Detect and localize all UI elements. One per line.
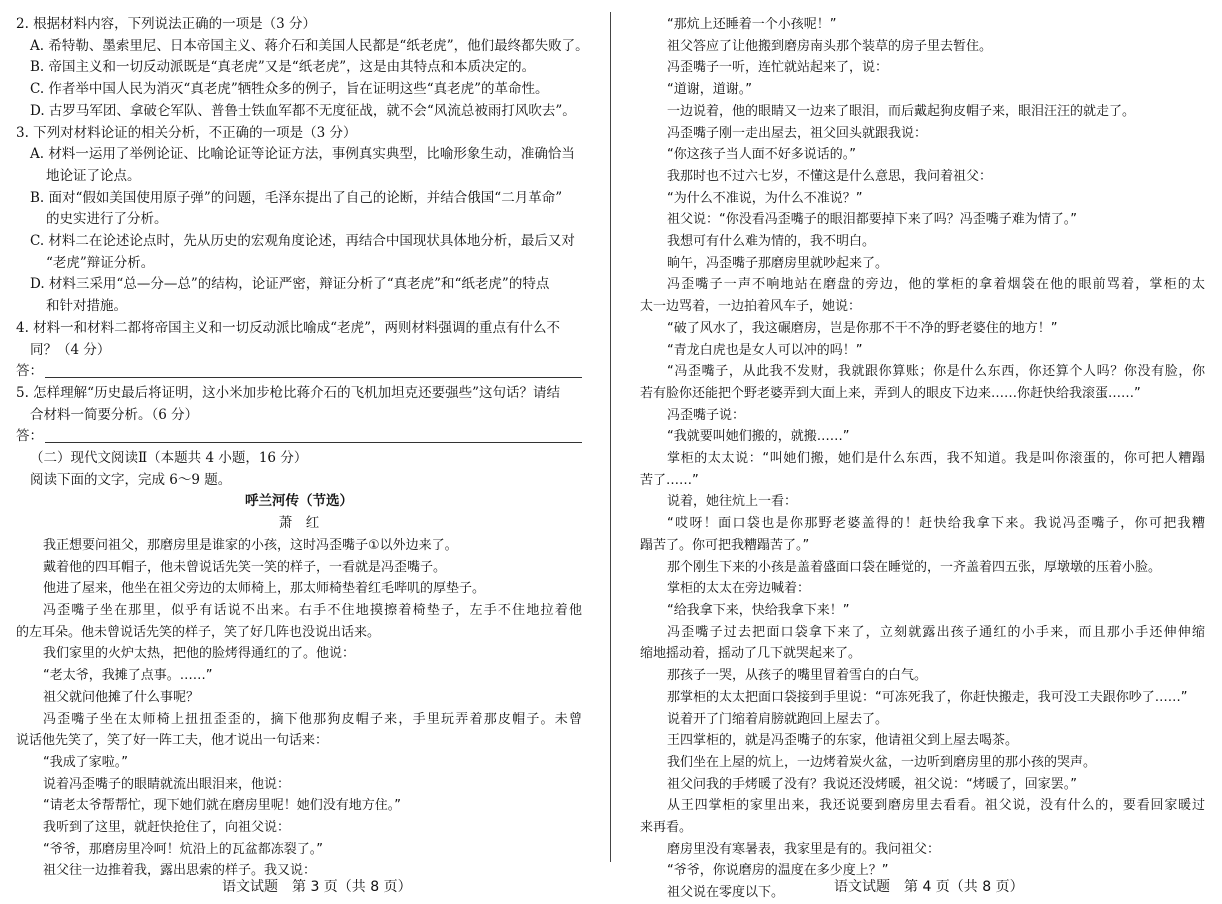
passage-paragraph: 冯歪嘴子说： [667, 407, 746, 423]
passage-paragraph: 冯歪嘴子一声不响地站在磨盘的旁边，他的掌柜的拿着烟袋在他的眼前骂着，掌柜的太 [667, 277, 1205, 293]
passage-paragraph: 我听到了这里，就赶快抢住了，向祖父说： [43, 820, 291, 836]
passage-paragraph: “给我拿下来，快给我拿下来！” [667, 602, 850, 618]
passage-paragraph: 冯歪嘴子坐在那里，似乎有话说不出来。右手不住地摸擦着椅垫子，左手不住地拉着他 [43, 602, 582, 618]
answer-rule [45, 442, 582, 443]
passage-paragraph: 他进了屋来，他坐在祖父旁边的太师椅上，那太师椅垫着红毛哔叽的厚垫子。 [43, 581, 486, 597]
passage-paragraph: “你这孩子当人面不好多说话的。” [667, 147, 856, 163]
passage-paragraph: 戴着他的四耳帽子，他未曾说话先笑一笑的样子，一看就是冯歪嘴子。 [43, 559, 447, 575]
passage-paragraph: 祖父说：“你没看冯歪嘴子的眼泪都要掉下来了吗？冯歪嘴子难为情了。” [667, 212, 1077, 228]
question-4-stem-cont: 同？（4 分） [30, 341, 111, 358]
passage-paragraph: 冯歪嘴子坐在太师椅上扭扭歪歪的，摘下他那狗皮帽子来，手里玩弄着那皮帽子。未曾 [43, 711, 582, 727]
passage-paragraph-cont: 若有脸你还能把个野老婆弄到大面上来，弄到人的眼皮下边来……你赶快给我滚蛋……” [640, 385, 1141, 401]
passage-paragraph-cont: 缩地摇动着，摇动了几下就哭起来了。 [640, 646, 862, 662]
passage-paragraph: 祖父说在零度以下。 [667, 885, 785, 901]
passage-paragraph: “爷爷，那磨房里冷呵！炕沿上的瓦盆都冻裂了。” [43, 841, 323, 857]
answer-rule [45, 377, 582, 378]
question-5-stem: 5. 怎样理解“历史最后将证明，这小米加步枪比蒋介石的飞机加坦克还要强些”这句话？请结 [16, 384, 560, 401]
question-2-option-c: C. 作者举中国人民为消灭“真老虎”牺牲众多的例子，旨在证明这些“真老虎”的革命性。 [30, 81, 549, 98]
passage-paragraph: 我那时也不过六七岁，不懂这是什么意思，我问着祖父： [667, 168, 993, 184]
passage-paragraph: 掌柜的太太在旁边喊着： [667, 581, 811, 597]
passage-paragraph: 我们家里的火炉太热，把他的脸烤得通红的了。他说： [43, 646, 356, 662]
passage-paragraph: “破了风水了，我这碾磨房，岂是你那不干不净的野老婆住的地方！” [667, 320, 1058, 336]
passage-paragraph: 王四掌柜的，就是冯歪嘴子的东家，他请祖父到上屋去喝茶。 [667, 733, 1019, 749]
question-4 [16, 318, 582, 383]
passage-paragraph: 我想可有什么难为情的，我不明白。 [667, 234, 876, 250]
question-5-answer-line[interactable] [16, 426, 582, 448]
passage-paragraph: 冯歪嘴子刚一走出屋去，祖父回头就跟我说： [667, 125, 928, 141]
question-3-option-d: D. 材料三采用“总—分—总”的结构，论证严密，辩证分析了“真老虎”和“纸老虎”的特点 [30, 276, 550, 293]
passage-paragraph: “青龙白虎也是女人可以冲的吗！” [667, 342, 863, 358]
answer-label: 答： [16, 428, 43, 445]
page-footer-left: 语文试题 第 3 页（共 8 页） [222, 879, 412, 895]
question-3-option-b-cont: 的史实进行了分析。 [46, 211, 168, 228]
question-4-stem: 4. 材料一和材料二都将帝国主义和一切反动派比喻成“老虎”，两则材料强调的重点有什么不 [16, 319, 560, 336]
passage-paragraph: 说着，她往炕上一看： [667, 494, 798, 510]
passage-paragraph: 冯歪嘴子一听，连忙就站起来了，说： [667, 60, 889, 76]
passage-author: 萧 红 [278, 515, 320, 532]
passage-paragraph-cont: 蹋苦了。你可把我糟蹋苦了。” [640, 537, 810, 553]
passage-paragraph: “道谢，道谢。” [667, 82, 752, 98]
question-3-option-a: A. 材料一运用了举例论证、比喻论证等论证方法，事例真实典型，比喻形象生动，准确恰当 [30, 146, 575, 163]
passage-paragraph: “请老太爷帮帮忙，现下她们就在磨房里呢！她们没有地方住。” [43, 798, 401, 814]
passage-paragraph-cont: 说话他先笑了，笑了好一阵工夫，他才说出一句话来： [16, 733, 329, 749]
passage-paragraph: “老太爷，我摊了点事。……” [43, 668, 213, 684]
passage-paragraph: 冯歪嘴子过去把面口袋拿下来了，立刻就露出孩子通红的小手来，而且那小手还伸伸缩 [667, 624, 1205, 640]
question-3 [16, 123, 582, 318]
passage-paragraph: 说着开了门缩着肩膀就跑回上屋去了。 [667, 711, 889, 727]
question-4-answer-line[interactable] [16, 361, 582, 383]
passage-paragraph: “为什么不准说，为什么不准说？” [667, 190, 863, 206]
passage-paragraph-cont: 的左耳朵。他未曾说话先笑的样子，笑了好几阵也没说出话来。 [16, 624, 381, 640]
passage-paragraph: 那孩子一哭，从孩子的嘴里冒着雪白的白气。 [667, 668, 928, 684]
left-page [16, 14, 589, 879]
question-3-option-a-cont: 地论证了论点。 [46, 167, 141, 184]
page-footer-right: 语文试题 第 4 页（共 8 页） [834, 879, 1024, 895]
passage-paragraph: “冯歪嘴子，从此我不发财，我就跟你算账；你是什么东西，你还算个人吗？你没有脸，你 [667, 364, 1205, 380]
passage-title: 呼兰河传（节选） [245, 493, 353, 510]
passage-paragraph: “我成了家啦。” [43, 754, 128, 770]
passage-paragraph: 那掌柜的太太把面口袋接到手里说：“可冻死我了，你赶快搬走，我可没工夫跟你吵了……” [667, 689, 1188, 705]
question-3-option-b: B. 面对“假如美国使用原子弹”的问题，毛泽东提出了自己的论断，并结合俄国“二月革命” [30, 189, 563, 206]
passage-paragraph: 我们坐在上屋的炕上，一边烤着炭火盆，一边听到磨房里的那小孩的哭声。 [667, 754, 1097, 770]
section-heading: （二）现代文阅读Ⅱ（本题共 4 小题，16 分） [30, 450, 308, 467]
question-2-option-a: A. 希特勒、墨索里尼、日本帝国主义、蒋介石和美国人民都是“纸老虎”，他们最终都失败了。 [30, 37, 589, 54]
passage-paragraph: “哎呀！面口袋也是你那野老婆盖得的！赶快给我拿下来。我说冯歪嘴子，你可把我糟 [667, 516, 1205, 532]
passage-paragraph-cont: 来再看。 [640, 820, 693, 836]
question-3-option-c: C. 材料二在论述论点时，先从历史的宏观角度论述，再结合中国现状具体地分析，最后又对 [30, 233, 575, 250]
passage-paragraph-cont: 太一边骂着，一边拍着风车子，她说： [640, 299, 862, 315]
question-3-option-c-cont: “老虎”辩证分析。 [46, 254, 155, 271]
question-2-stem: 2. 根据材料内容，下列说法正确的一项是（3 分） [16, 16, 317, 32]
question-2 [16, 14, 589, 123]
passage-paragraph: 晌午，冯歪嘴子那磨房里就吵起来了。 [667, 255, 889, 271]
passage-paragraph: 那个刚生下来的小孩是盖着盛面口袋在睡觉的，一齐盖着四五张，厚墩墩的压着小脸。 [667, 559, 1162, 575]
question-2-option-d: D. 古罗马军团、拿破仑军队、普鲁士铁血军都不无度征战，就不会“风流总被雨打风吹去”。 [30, 102, 576, 119]
reading-instruction: 阅读下面的文字，完成 6～9 题。 [30, 471, 232, 488]
passage-paragraph: 祖父答应了让他搬到磨房南头那个装草的房子里去暂住。 [667, 38, 993, 54]
passage-paragraph: 祖父问我的手烤暖了没有？我说还没烤暖，祖父说：“烤暖了，回家罢。” [667, 776, 1077, 792]
passage-paragraph: 祖父就问他摊了什么事呢？ [43, 689, 200, 705]
answer-label: 答： [16, 363, 43, 380]
passage-left [16, 535, 582, 882]
question-3-stem: 3. 下列对材料论证的相关分析，不正确的一项是（3 分） [16, 124, 357, 141]
passage-paragraph: “爷爷，你说磨房的温度在多少度上？” [667, 863, 889, 879]
passage-paragraph-cont: 苦了……” [640, 472, 699, 488]
passage-paragraph: 磨房里没有寒暑表，我家里是有的。我问祖父： [667, 841, 941, 857]
question-5 [16, 383, 582, 448]
question-2-option-b: B. 帝国主义和一切反动派既是“真老虎”又是“纸老虎”，这是由其特点和本质决定的。 [30, 59, 536, 76]
question-5-stem-cont: 合材料一简要分析。（6 分） [30, 406, 199, 423]
column-divider [610, 12, 611, 862]
passage-paragraph: “那炕上还睡着一个小孩呢！” [667, 17, 837, 32]
passage-paragraph: 从王四掌柜的家里出来，我还说要到磨房里去看看。祖父说，没有什么的，要看回家暖过 [667, 798, 1205, 814]
passage-paragraph: 掌柜的太太说：“叫她们搬，她们是什么东西，我不知道。我是叫你滚蛋的，你可把人糟蹋 [667, 451, 1205, 467]
passage-paragraph: 祖父往一边推着我，露出思索的样子。我又说： [43, 863, 317, 879]
passage-paragraph: 说着冯歪嘴子的眼睛就流出眼泪来，他说： [43, 776, 291, 792]
question-3-option-d-cont: 和针对措施。 [46, 298, 127, 315]
passage-paragraph: 我正想要问祖父，那磨房里是谁家的小孩，这时冯歪嘴子①以外边来了。 [43, 537, 458, 553]
passage-paragraph: 一边说着，他的眼睛又一边来了眼泪，而后戴起狗皮帽子来，眼泪汪汪的就走了。 [667, 103, 1136, 119]
passage-paragraph: “我就要叫她们搬的，就搬……” [667, 429, 850, 445]
